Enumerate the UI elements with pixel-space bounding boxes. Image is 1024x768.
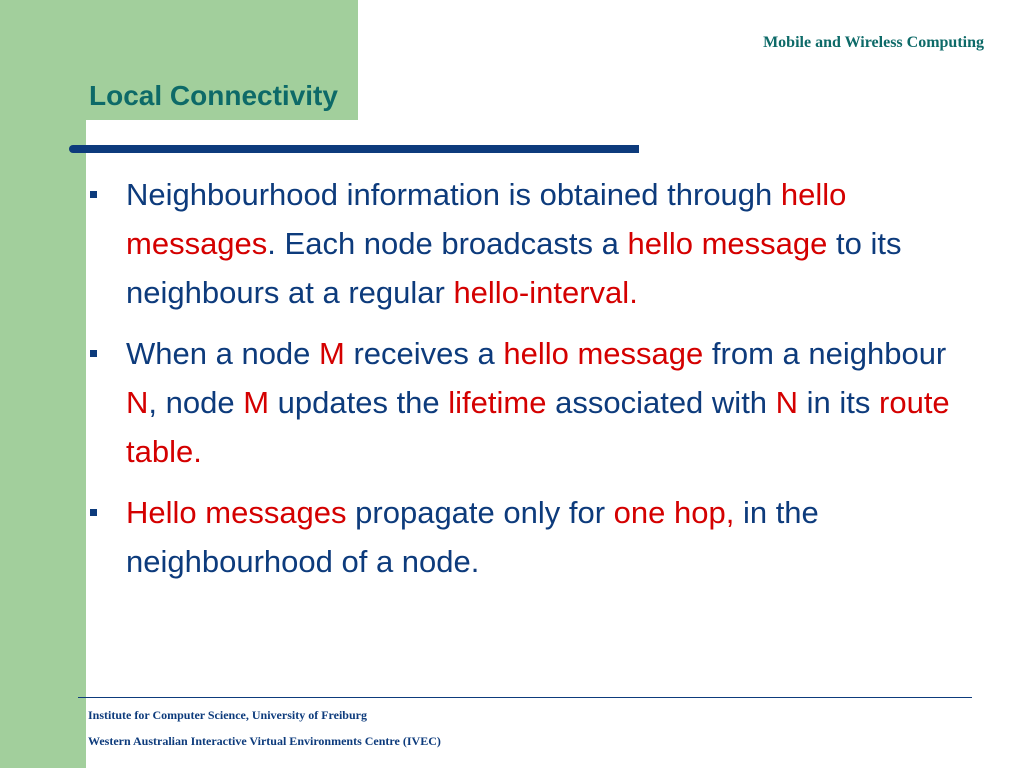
highlighted-term: one hop, <box>613 495 735 530</box>
highlighted-term: lifetime <box>448 385 547 420</box>
bullet-text-run: in its <box>798 385 880 420</box>
bullet-item <box>88 170 968 317</box>
bullet-list <box>88 170 968 598</box>
bullet-text <box>126 495 819 579</box>
highlighted-term: hello message <box>627 226 828 261</box>
bullet-text-run: propagate only for <box>346 495 614 530</box>
square-bullet-icon <box>90 509 97 516</box>
bullet-text-run: When a node <box>126 336 320 371</box>
bullet-text-run: to its neighbours at a regular <box>126 226 902 310</box>
bullet-text-run: , node <box>148 385 244 420</box>
highlighted-term: hello-interval. <box>453 275 638 310</box>
footer-centre: Western Australian Interactive Virtual Environments Centre (IVEC) <box>88 734 441 748</box>
footer-institution: Institute for Computer Science, University of Freiburg <box>88 708 367 722</box>
highlighted-term: Hello messages <box>126 495 347 530</box>
bullet-text-run: receives a <box>344 336 504 371</box>
highlighted-term: route table. <box>126 385 950 469</box>
bullet-text-run: associated with <box>546 385 776 420</box>
highlighted-term: N <box>775 385 799 420</box>
bullet-text <box>126 336 950 469</box>
highlighted-term: N <box>126 385 149 420</box>
bullet-text <box>126 177 901 310</box>
course-title: Mobile and Wireless Computing <box>763 34 984 51</box>
highlighted-term: M <box>243 385 270 420</box>
square-bullet-icon <box>90 191 97 198</box>
bullet-text-run: updates the <box>269 385 449 420</box>
title-underline-bar <box>69 145 639 153</box>
bullet-text-run: . Each node broadcasts a <box>267 226 628 261</box>
left-green-band <box>0 0 86 768</box>
bullet-item <box>88 329 968 476</box>
highlighted-term: M <box>319 336 345 371</box>
bullet-item <box>88 488 968 586</box>
bullet-text-run: from a neighbour <box>703 336 947 371</box>
slide-title: Local Connectivity <box>89 80 338 111</box>
square-bullet-icon <box>90 350 97 357</box>
highlighted-term: hello messages <box>126 177 847 261</box>
footer-divider <box>78 697 972 698</box>
bullet-text-run: Neighbourhood information is obtained through <box>126 177 781 212</box>
highlighted-term: hello message <box>503 336 704 371</box>
bullet-text-run: in the neighbourhood of a node. <box>126 495 819 579</box>
